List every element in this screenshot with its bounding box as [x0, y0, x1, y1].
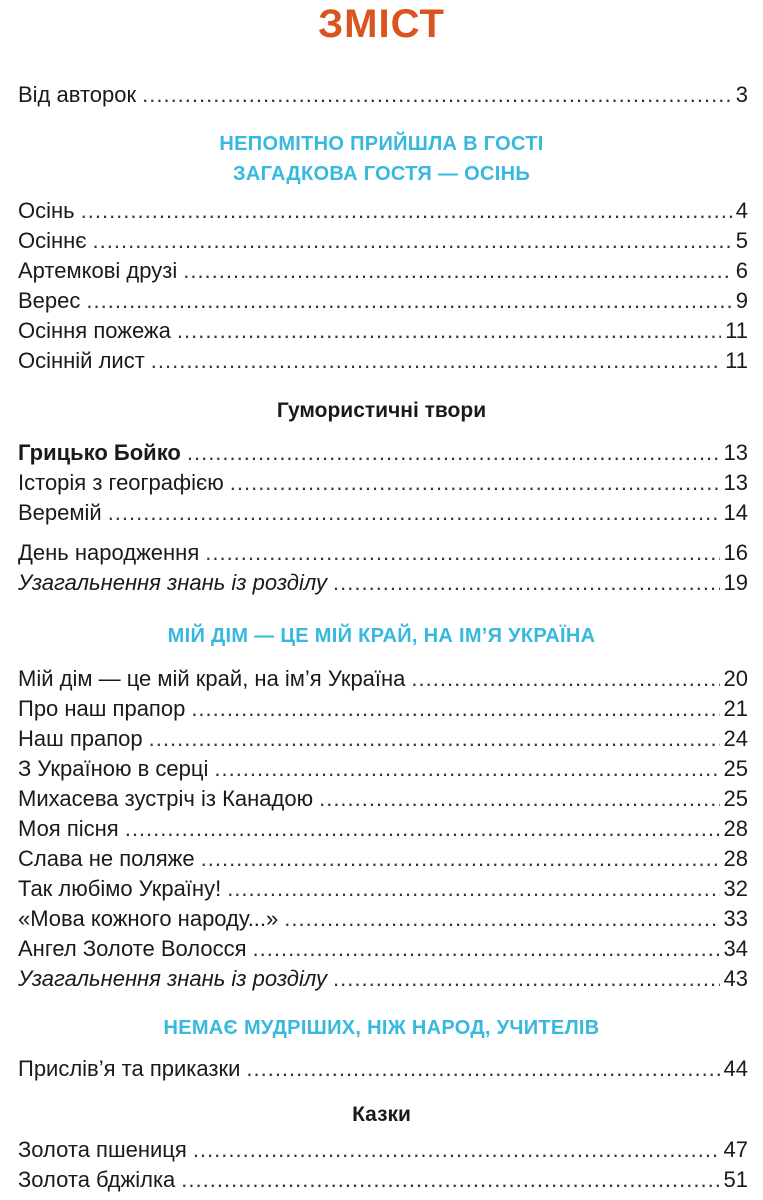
- toc-row-page: 4: [735, 198, 748, 223]
- toc-row-page: 13: [723, 470, 748, 495]
- section-title-autumn-line2: ЗАГАДКОВА ГОСТЯ — ОСІНЬ: [233, 163, 530, 185]
- toc-row-label: Верес: [18, 288, 81, 313]
- dot-leader: [149, 724, 720, 754]
- toc-row-intro[interactable]: [18, 80, 748, 110]
- toc-row[interactable]: [18, 346, 748, 376]
- toc-row-page: 16: [723, 540, 748, 565]
- toc-row-page: 14: [723, 500, 748, 525]
- toc-row-label: Узагальнення знань із розділу: [18, 966, 328, 991]
- dot-leader: [93, 226, 732, 256]
- toc-row-label: Ангел Золоте Волосся: [18, 936, 247, 961]
- dot-leader: [81, 196, 732, 226]
- toc-row-page: 5: [735, 228, 748, 253]
- toc-row-label: День народження: [18, 540, 200, 565]
- toc-row[interactable]: [18, 844, 748, 874]
- dot-leader: [108, 498, 720, 528]
- subsection-title-humor: Гумористичні твори: [276, 399, 487, 422]
- toc-row-label: «Мова кожного народу...»: [18, 906, 279, 931]
- toc-row[interactable]: [18, 538, 748, 568]
- toc-row[interactable]: [18, 784, 748, 814]
- toc-row-page: 28: [723, 846, 748, 871]
- toc-row-label: Узагальнення знань із розділу: [18, 570, 328, 595]
- toc-row[interactable]: [18, 964, 748, 994]
- toc-row[interactable]: [18, 316, 748, 346]
- toc-row-label: Слава не поляже: [18, 846, 195, 871]
- toc-row-label: Веремій: [18, 500, 102, 525]
- toc-row-label: Мій дім — це мій край, на ім’я Україна: [18, 666, 406, 691]
- toc-row[interactable]: [18, 438, 748, 468]
- dot-leader: [201, 844, 720, 874]
- dot-leader: [319, 784, 719, 814]
- toc-row[interactable]: [18, 874, 748, 904]
- toc-row[interactable]: [18, 498, 748, 528]
- toc-row-label: Осіння пожежа: [18, 318, 171, 343]
- toc-row-label: Михасева зустріч із Канадою: [18, 786, 314, 811]
- toc-row-label: Осіннє: [18, 228, 87, 253]
- toc-row[interactable]: [18, 256, 748, 286]
- toc-row-label: Золота пшениця: [18, 1137, 187, 1162]
- toc-row-page: 19: [723, 570, 748, 595]
- dot-leader: [284, 904, 719, 934]
- toc-row-label: З Україною в серці: [18, 756, 209, 781]
- toc-row-label: Грицько Бойко: [18, 440, 181, 465]
- dot-leader: [411, 664, 719, 694]
- toc-row[interactable]: [18, 1054, 748, 1084]
- toc-row-page: 25: [723, 756, 748, 781]
- toc-row-page: 3: [735, 82, 748, 107]
- toc-row[interactable]: [18, 934, 748, 964]
- dot-leader: [333, 568, 720, 598]
- toc-row-page: 11: [725, 348, 748, 373]
- dot-leader: [253, 934, 720, 964]
- toc-row-page: 28: [723, 816, 748, 841]
- toc-row-label: Наш прапор: [18, 726, 143, 751]
- dot-leader: [205, 538, 719, 568]
- toc-row[interactable]: [18, 1165, 748, 1195]
- dot-leader: [177, 316, 721, 346]
- dot-leader: [142, 80, 732, 110]
- dot-leader: [183, 256, 732, 286]
- toc-row-label: Про наш прапор: [18, 696, 186, 721]
- toc-row[interactable]: [18, 664, 748, 694]
- toc-row-label: Артемкові друзі: [18, 258, 178, 283]
- toc-row-label: Так любімо Україну!: [18, 876, 222, 901]
- dot-leader: [187, 438, 720, 468]
- dot-leader: [214, 754, 719, 784]
- toc-row[interactable]: [18, 694, 748, 724]
- dot-leader: [125, 814, 720, 844]
- toc-row-page: 47: [723, 1137, 748, 1162]
- toc-row-page: 20: [723, 666, 748, 691]
- toc-row-page: 21: [723, 696, 748, 721]
- toc-row-page: 13: [723, 440, 748, 465]
- toc-row[interactable]: [18, 196, 748, 226]
- dot-leader: [333, 964, 720, 994]
- dot-leader: [181, 1165, 719, 1195]
- toc-row-label: Історія з географією: [18, 470, 224, 495]
- section-title-autumn-line1: НЕПОМІТНО ПРИЙШЛА В ГОСТІ: [219, 133, 544, 155]
- toc-row-page: 51: [723, 1167, 748, 1192]
- toc-row-page: 33: [723, 906, 748, 931]
- toc-row[interactable]: [18, 226, 748, 256]
- toc-row-page: 24: [723, 726, 748, 751]
- dot-leader: [246, 1054, 719, 1084]
- dot-leader: [230, 468, 720, 498]
- dot-leader: [191, 694, 719, 724]
- toc-row-page: 34: [723, 936, 748, 961]
- section-title-proverbs: НЕМАЄ МУДРІШИХ, НІЖ НАРОД, УЧИТЕЛІВ: [163, 1017, 600, 1039]
- toc-row[interactable]: [18, 468, 748, 498]
- toc-row[interactable]: [18, 754, 748, 784]
- toc-row-page: 43: [723, 966, 748, 991]
- toc-row[interactable]: [18, 724, 748, 754]
- toc-row-page: 6: [735, 258, 748, 283]
- toc-row-label: Осінь: [18, 198, 75, 223]
- dot-leader: [151, 346, 721, 376]
- dot-leader: [227, 874, 719, 904]
- toc-row-label: Моя пісня: [18, 816, 119, 841]
- toc-row[interactable]: [18, 1135, 748, 1165]
- toc-row[interactable]: [18, 814, 748, 844]
- subsection-title-tales: Казки: [352, 1103, 411, 1126]
- toc-row-label: Прислів’я та приказки: [18, 1056, 241, 1081]
- page-title: ЗМІСТ: [318, 2, 445, 46]
- toc-row[interactable]: [18, 904, 748, 934]
- section-title-ukraine: МІЙ ДІМ — ЦЕ МІЙ КРАЙ, НА ІМ’Я УКРАЇНА: [167, 625, 596, 647]
- dot-leader: [193, 1135, 720, 1165]
- toc-row-label: Від авторок: [18, 82, 137, 107]
- toc-row-page: 11: [725, 318, 748, 343]
- toc-row-page: 44: [723, 1056, 748, 1081]
- toc-row-page: 25: [723, 786, 748, 811]
- toc-row-label: Осінній лист: [18, 348, 145, 373]
- toc-row-label: Золота бджілка: [18, 1167, 176, 1192]
- toc-row[interactable]: [18, 286, 748, 316]
- toc-row-page: 32: [723, 876, 748, 901]
- toc-row-page: 9: [735, 288, 748, 313]
- toc-row[interactable]: [18, 568, 748, 598]
- dot-leader: [86, 286, 731, 316]
